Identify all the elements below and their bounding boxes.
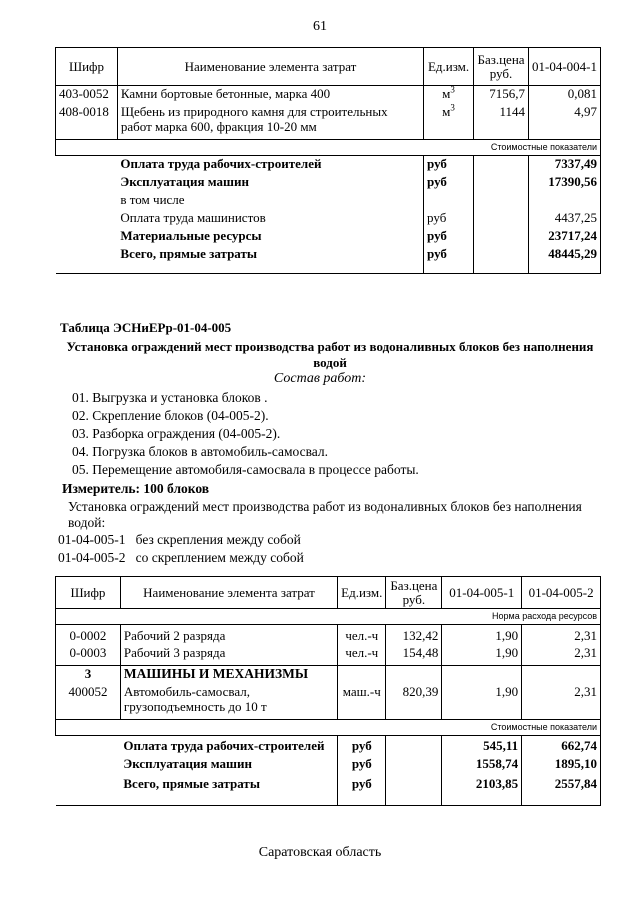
variant-line [58,550,304,566]
col-header: Шифр [56,48,118,86]
col-header: 01-04-004-1 [529,48,601,86]
cost-value [529,192,601,210]
row-name: Камни бортовые бетонные, марка 400 [117,86,423,104]
measure-unit: Измеритель: 100 блоков [62,481,210,496]
col-header: Ед.изм. [338,577,386,609]
cost-name: в том числе [120,191,185,207]
cost-value: 7337,49 [529,156,601,174]
group-code: 3 [56,666,121,684]
subheader-cost: Стоимостные показатели [56,140,601,156]
variant-line [58,532,301,548]
cost-unit: руб [424,156,474,174]
row-unit: чел.-ч [338,625,386,645]
cost-value: 2103,85 [442,776,522,806]
cost-unit: руб [338,736,386,756]
variant-text: со скреплением между собой [135,550,304,565]
cost-name: Всего, прямые затраты [120,776,337,806]
row-name: Рабочий 2 разряда [120,625,337,645]
cost-value: 545,11 [442,736,522,756]
cost-unit: руб [424,246,474,274]
row-code: 408-0018 [56,104,118,140]
cost-name: Материальные ресурсы [120,227,262,243]
row-name: Щебень из природного камня для строительных работ марка 600, фракция 10-20 мм [117,104,423,140]
footer-region: Саратовская область [258,845,382,860]
row-code: 403-0052 [56,86,118,104]
row-value: 2,31 [522,625,601,645]
row-value: 2,31 [522,684,601,720]
cost-unit: руб [424,228,474,246]
row-price: 820,39 [386,684,442,720]
row-code: 400052 [56,684,121,720]
section-title: Таблица ЭСНиЕРр-01-04-005 [60,320,232,335]
work-item: 01. Выгрузка и установка блоков . [72,390,268,405]
variant-text: без скрепления между собой [135,532,301,547]
row-value: 2,31 [522,645,601,666]
row-value: 4,97 [529,104,601,140]
description: Установка ограждений мест производства работ из водоналивных блоков без наполнения водой: [68,499,582,530]
section-subtitle: Установка ограждений мест производства работ из водоналивных блоков без наполнения водой [66,339,594,370]
col-header: Ед.изм. [424,48,474,86]
row-value: 1,90 [442,645,522,666]
cost-name: Оплата труда машинистов [120,209,266,225]
variant-code: 01-04-005-2 [58,550,126,565]
row-value: 1,90 [442,625,522,645]
row-code: 0-0003 [56,645,121,666]
row-unit: $м^3$ [424,104,474,140]
col-header: 01-04-005-2 [522,577,601,609]
subheader-norm: Норма расхода ресурсов [56,609,601,625]
cost-value: 48445,29 [529,246,601,274]
cost-table-2 [55,576,601,806]
cost-value: 2557,84 [522,776,601,806]
row-unit: $м^3$ [424,86,474,104]
subheader-cost: Стоимостные показатели [56,720,601,736]
cost-value: 662,74 [522,736,601,756]
row-price: 132,42 [386,625,442,645]
col-header: 01-04-005-1 [442,577,522,609]
cost-unit [424,192,474,210]
cost-name: Оплата труда рабочих-строителей [123,738,325,753]
cost-unit: руб [424,210,474,228]
variant-code: 01-04-005-1 [58,532,126,547]
row-unit: маш.-ч [338,684,386,720]
row-value: 0,081 [529,86,601,104]
row-name: Автомобиль-самосвал, грузоподъемность до 10 т [120,684,337,720]
group-name: МАШИНЫ И МЕХАНИЗМЫ [120,666,337,684]
cost-unit: руб [338,756,386,776]
cost-value: 17390,56 [529,174,601,192]
work-item: 05. Перемещение автомобиля-самосвала в процессе работы. [72,462,419,477]
col-header: Наименование элемента затрат [120,577,337,609]
work-item: 03. Разборка ограждения (04-005-2). [72,426,281,441]
cost-name: Эксплуатация машин [123,755,252,771]
col-header: Шифр [56,577,121,609]
row-price: 154,48 [386,645,442,666]
cost-unit: руб [338,776,386,806]
cost-unit: руб [424,174,474,192]
cost-value: 1895,10 [522,756,601,776]
row-value: 1,90 [442,684,522,720]
col-header: Баз.цена руб. [474,48,529,86]
col-header: Наименование элемента затрат [117,48,423,86]
cost-name: Всего, прямые затраты [117,246,423,274]
page-number: 61 [313,19,327,34]
work-item: 04. Погрузка блоков в автомобиль-самосвал. [72,444,329,459]
cost-table-1 [55,47,601,274]
cost-value: 23717,24 [529,228,601,246]
cost-value: 1558,74 [442,756,522,776]
cost-name: Эксплуатация машин [120,173,249,189]
work-item: 02. Скрепление блоков (04-005-2). [72,408,269,423]
cost-name: Оплата труда рабочих-строителей [120,156,322,171]
row-price: 7156,7 [474,86,529,104]
row-unit: чел.-ч [338,645,386,666]
row-price: 1144 [474,104,529,140]
row-name: Рабочий 3 разряда [120,645,337,666]
cost-value: 4437,25 [529,210,601,228]
composition-label: Состав работ: [273,371,367,386]
row-code: 0-0002 [56,625,121,645]
col-header: Баз.цена руб. [386,577,442,609]
